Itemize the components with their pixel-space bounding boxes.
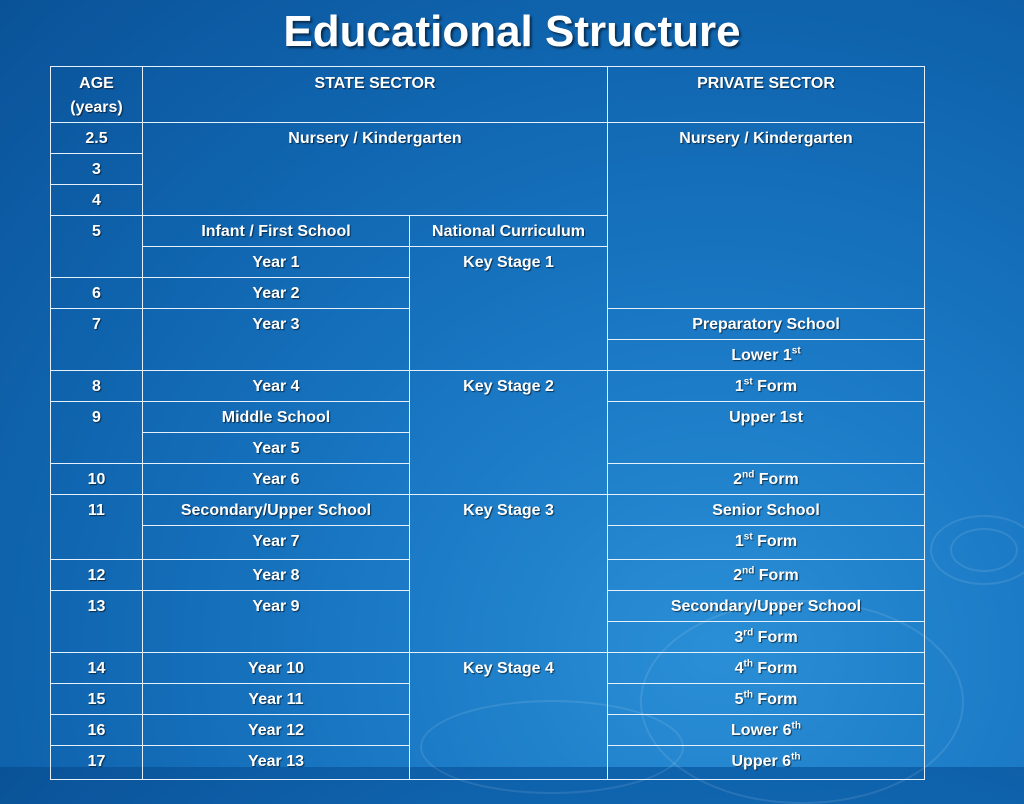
age-cell: 16 xyxy=(51,715,143,746)
curriculum-cell: National Curriculum xyxy=(410,216,608,247)
private-level-text: 1 xyxy=(734,533,744,550)
private-level-cell: Preparatory School xyxy=(608,309,925,340)
ordinal-suffix: st xyxy=(743,531,753,543)
state-year-cell: Year 12 xyxy=(143,715,410,746)
private-level-text: 4 xyxy=(734,660,744,677)
table-row xyxy=(51,653,925,684)
table-row xyxy=(51,495,925,526)
education-structure-table xyxy=(50,66,925,780)
private-sector-header: PRIVATE SECTOR xyxy=(608,67,925,123)
ordinal-suffix: th xyxy=(791,751,801,763)
private-level-cell: Senior School xyxy=(608,495,925,526)
ordinal-suffix: th xyxy=(743,689,753,701)
private-nursery-cell: Nursery / Kindergarten xyxy=(608,123,925,309)
state-year-cell: Year 1 xyxy=(143,247,410,278)
ordinal-suffix: nd xyxy=(742,469,755,481)
age-cell: 17 xyxy=(51,746,143,780)
state-year-cell: Year 6 xyxy=(143,464,410,495)
private-level-text: 2 xyxy=(733,471,743,488)
private-level-text: Form xyxy=(754,471,799,488)
age-header-unit: (years) xyxy=(70,99,123,116)
ordinal-suffix: st xyxy=(791,345,801,357)
private-level-text: Form xyxy=(752,378,798,395)
private-level-text: Form xyxy=(753,629,798,646)
key-stage-cell: Key Stage 3 xyxy=(410,495,608,653)
age-cell: 5 xyxy=(51,216,143,278)
slide-title: Educational Structure xyxy=(283,7,741,56)
private-level-cell xyxy=(608,340,925,371)
state-year-cell: Year 9 xyxy=(143,591,410,653)
private-level-text: Upper 6 xyxy=(731,753,792,770)
state-year-cell: Year 2 xyxy=(143,278,410,309)
state-nursery-cell: Nursery / Kindergarten xyxy=(143,123,608,216)
state-year-cell: Year 8 xyxy=(143,560,410,591)
age-cell: 2.5 xyxy=(51,123,143,154)
age-cell: 8 xyxy=(51,371,143,402)
private-level-text: Form xyxy=(752,660,798,677)
private-level-text: Form xyxy=(752,533,798,550)
private-level-cell xyxy=(608,746,925,780)
private-level-cell xyxy=(608,653,925,684)
key-stage-cell: Key Stage 1 xyxy=(410,247,608,371)
age-cell: 14 xyxy=(51,653,143,684)
state-year-cell: Infant / First School xyxy=(143,216,410,247)
key-stage-cell: Key Stage 2 xyxy=(410,371,608,495)
age-cell: 10 xyxy=(51,464,143,495)
key-stage-cell: Key Stage 4 xyxy=(410,653,608,780)
table-header-row xyxy=(51,67,925,123)
private-level-text: 3 xyxy=(734,629,744,646)
state-year-cell: Secondary/Upper School xyxy=(143,495,410,526)
private-level-text: Form xyxy=(754,567,799,584)
age-cell: 12 xyxy=(51,560,143,591)
ordinal-suffix: th xyxy=(743,658,753,670)
state-sector-header: STATE SECTOR xyxy=(143,67,608,123)
state-year-cell: Year 11 xyxy=(143,684,410,715)
private-level-text: 5 xyxy=(734,691,744,708)
water-ripple-decoration xyxy=(930,515,1024,585)
private-level-cell xyxy=(608,526,925,560)
table-row xyxy=(51,123,925,154)
age-cell: 9 xyxy=(51,402,143,464)
age-cell: 15 xyxy=(51,684,143,715)
private-level-cell xyxy=(608,715,925,746)
private-level-cell: Upper 1st xyxy=(608,402,925,464)
private-level-text: 2 xyxy=(733,567,743,584)
private-level-cell: Secondary/Upper School xyxy=(608,591,925,622)
private-level-cell xyxy=(608,622,925,653)
age-header-label: AGE xyxy=(79,75,114,92)
age-cell: 4 xyxy=(51,185,143,216)
age-header xyxy=(51,67,143,123)
private-level-cell xyxy=(608,371,925,402)
private-level-cell xyxy=(608,684,925,715)
state-year-cell: Middle School xyxy=(143,402,410,433)
ordinal-suffix: st xyxy=(743,376,753,388)
age-cell: 13 xyxy=(51,591,143,653)
state-year-cell: Year 5 xyxy=(143,433,410,464)
private-level-text: Lower 6 xyxy=(731,722,792,739)
age-cell: 7 xyxy=(51,309,143,371)
ordinal-suffix: th xyxy=(791,720,801,732)
state-year-cell: Year 13 xyxy=(143,746,410,780)
age-cell: 6 xyxy=(51,278,143,309)
ordinal-suffix: nd xyxy=(742,565,755,577)
ordinal-suffix: rd xyxy=(743,627,754,639)
table-row xyxy=(51,371,925,402)
private-level-text: Form xyxy=(752,691,798,708)
age-cell: 3 xyxy=(51,154,143,185)
state-year-cell: Year 3 xyxy=(143,309,410,371)
age-cell: 11 xyxy=(51,495,143,560)
state-year-cell: Year 4 xyxy=(143,371,410,402)
private-level-text: 1 xyxy=(734,378,744,395)
private-level-text: Lower 1 xyxy=(731,347,792,364)
private-level-cell xyxy=(608,560,925,591)
private-level-cell xyxy=(608,464,925,495)
state-year-cell: Year 10 xyxy=(143,653,410,684)
state-year-cell: Year 7 xyxy=(143,526,410,560)
